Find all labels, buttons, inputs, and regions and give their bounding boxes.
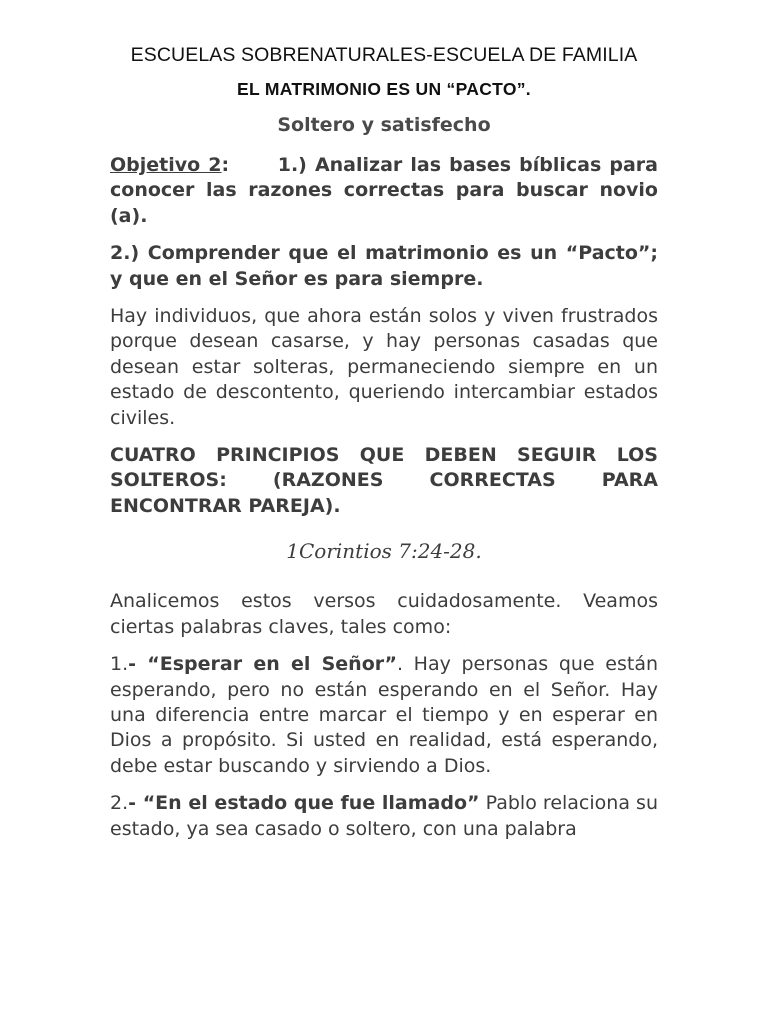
objective-text: 1.) Analizar las bases bíblicas para conocer las razones correctas para buscar novio (a). <box>110 154 658 227</box>
point-2-text: Pablo relaciona su estado, ya sea casado o soltero, con una palabra <box>110 792 658 840</box>
document-header: ESCUELAS SOBRENATURALES-ESCUELA DE FAMILIA <box>130 44 638 66</box>
point-2-number: 2. <box>110 792 129 815</box>
point-2-paragraph <box>110 791 658 842</box>
point-1-text: . Hay personas que están esperando, pero no están esperando en el Señor. Hay una diferencia entre marcar el tiempo y en esperar en Dios a propósito. Si usted en realidad, está esperando, debe estar buscando y sirviendo a Dios. <box>110 653 659 777</box>
objective-label: Objetivo 2 <box>110 154 222 176</box>
objective-colon: : <box>221 154 230 176</box>
point-1-number: 1. <box>110 653 129 676</box>
analysis-paragraph: Analicemos estos versos cuidadosamente. Veamos ciertas palabras claves, tales como: <box>110 590 658 638</box>
principles-heading: CUATRO PRINCIPIOS QUE DEBEN SEGUIR LOS SOLTEROS: (RAZONES CORRECTAS PARA ENCONTRAR PAREJA). <box>110 444 658 517</box>
document-page <box>110 44 658 854</box>
point-1-heading: - “Esperar en el Señor” <box>128 653 397 676</box>
objective-paragraph <box>110 153 658 229</box>
objective-2-paragraph: 2.) Comprender que el matrimonio es un “Pacto”; y que en el Señor es para siempre. <box>110 242 658 290</box>
document-title: EL MATRIMONIO ES UN “PACTO”. <box>237 79 531 99</box>
document-subtitle: Soltero y satisfecho <box>277 114 491 136</box>
point-2-heading: - “En el estado que fue llamado” <box>128 792 480 815</box>
intro-paragraph: Hay individuos, que ahora están solos y viven frustrados porque desean casarse, y hay personas casadas que desean estar solteras, permaneciendo siempre en un estado de descontento, queriendo intercambiar estados civiles. <box>110 305 658 429</box>
point-1-paragraph <box>110 652 658 779</box>
verse-reference: 1Corintios 7:24-28. <box>286 539 482 564</box>
